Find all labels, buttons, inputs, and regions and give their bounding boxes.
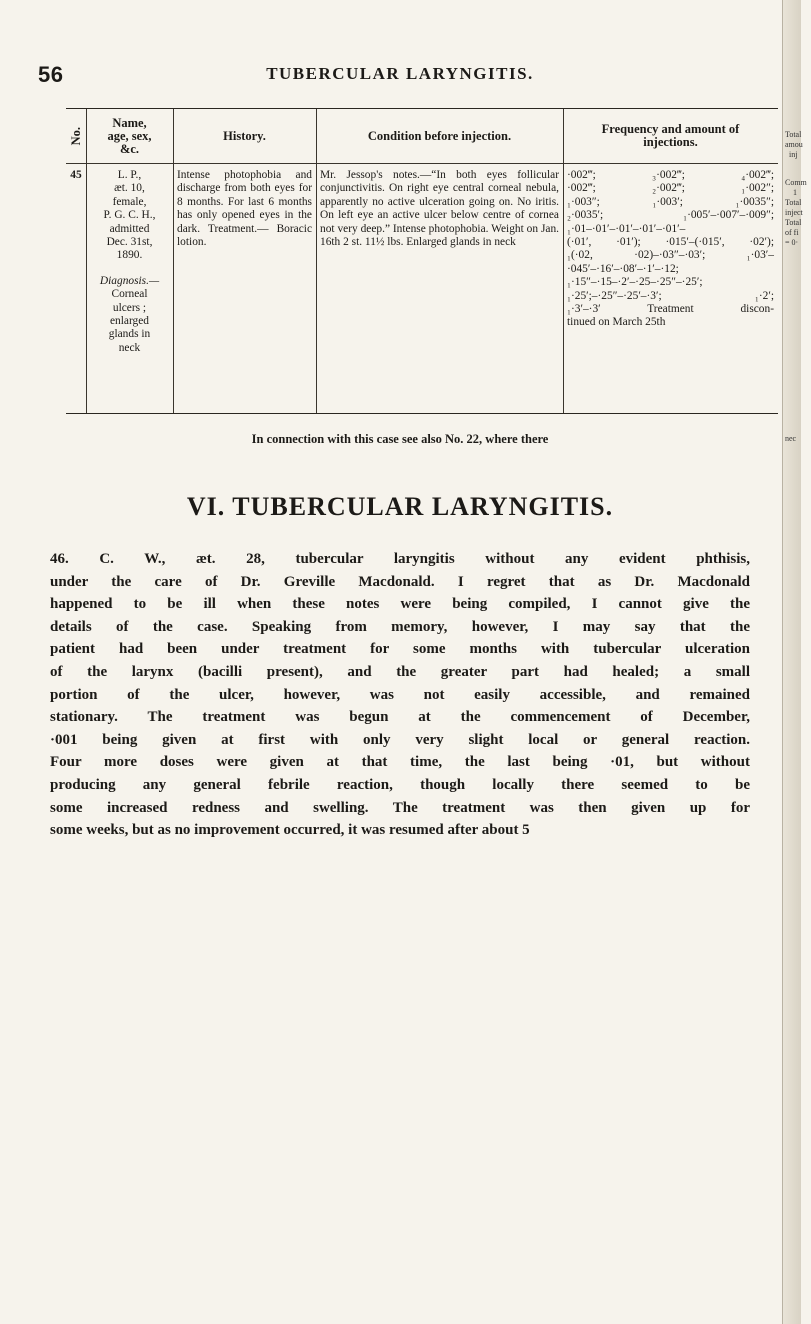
diagnosis-line: neck — [118, 341, 141, 354]
name-line: admitted — [109, 222, 150, 235]
adjacent-page-edge — [782, 0, 807, 1324]
body-line: happened to be ill when these notes were being compiled, I cannot give the — [50, 596, 750, 613]
cell-history: Intense photophobia and discharge from both eyes for 8 months. For last 6 months has only opened eyes in the dark. Treatment.— Boracic lotion. — [177, 169, 312, 249]
edge-fragment: = 0· — [785, 238, 799, 247]
header-name — [86, 109, 173, 163]
frequency-line: ₁·3′–·3′ Treatment discon- — [567, 303, 774, 316]
diagnosis-line: ulcers ; — [112, 301, 147, 314]
header-condition: Condition before injection. — [367, 128, 512, 143]
header-frequency-line: Frequency and amount of — [601, 122, 740, 136]
frequency-line: ₁·25′;–·25″–·25′–·3′; ₁·2′; — [567, 289, 774, 302]
header-name-line: age, sex, — [107, 128, 152, 143]
frequency-line: ₂·0035′; ₁·005′–·007′–·009″; — [567, 209, 774, 222]
name-line: æt. 10, — [114, 182, 145, 195]
body-line: under the care of Dr. Greville Macdonald. I regret that as Dr. Macdonald — [50, 573, 750, 590]
frequency-line: ·002‴; ₂·002‴; ₁·002″; — [567, 182, 774, 195]
header-rule — [66, 163, 778, 164]
body-line: some weeks, but as no improvement occurred, it was resumed after about 5 — [50, 822, 530, 839]
frequency-line: ·045′–·16′–·08′–·1′–·12; — [567, 262, 679, 275]
frequency-line: ₁·15″–·15–·2′–·25–·25″–·25′; — [567, 276, 703, 289]
edge-fragment: inj — [789, 150, 798, 159]
cell-frequency — [567, 169, 774, 330]
edge-fragment: Comm — [785, 178, 807, 187]
body-line: 46. C. W., æt. 28, tubercular laryngitis without any evident phthisis, — [50, 551, 750, 567]
diagnosis-label: Diagnosis.— — [99, 274, 160, 287]
name-line: L. P., — [117, 169, 142, 181]
name-line: P. G. C. H., — [103, 209, 156, 222]
body-line: some increased redness and swelling. The treatment was then given up for — [50, 799, 750, 816]
header-name-line: &c. — [119, 141, 140, 156]
header-frequency — [563, 109, 778, 163]
diagnosis-line: enlarged — [109, 315, 149, 328]
body-line: ·001 being given at first with only very slight local or general reaction. — [50, 731, 750, 748]
cell-condition: Mr. Jessop's notes.—“In both eyes follicular conjunctivitis. On right eye central corneal nebula, apparently no active ulceration going on. No iritis. On left eye an active ulcer below centre of cornea not very deep.” Intense photophobia. Weight on Jan. 16th 2 st. 11½ lbs. Enlarged glands in neck — [320, 169, 559, 249]
edge-fragment: amou — [785, 140, 803, 149]
body-line: details of the case. Speaking from memory, however, I may say that the — [50, 618, 750, 635]
case-table — [66, 108, 778, 414]
body-line: of the larynx (bacilli present), and the greater part had healed; a small — [50, 663, 750, 680]
name-line: Dec. 31st, — [106, 236, 153, 249]
frequency-line: tinued on March 25th — [567, 316, 666, 329]
frequency-line: (·01′, ·01′); ·015′–(·015′, ·02′); — [567, 236, 774, 249]
body-line: portion of the ulcer, however, was not easily accessible, and remained — [50, 686, 750, 703]
cell-no: 45 — [70, 169, 82, 181]
edge-fragment: Total — [785, 218, 802, 227]
body-line: producing any general febrile reaction, though locally there seemed to be — [50, 776, 750, 793]
edge-fragment: nec — [785, 434, 797, 443]
header-history: History. — [223, 128, 266, 143]
header-frequency-line: injections. — [643, 135, 698, 149]
header-no — [66, 109, 86, 163]
body-line: patient had been under treatment for some months with tubercular ulceration — [50, 641, 750, 658]
name-line: 1890. — [116, 249, 143, 262]
body-line: Four more doses were given at that time, the last being ·01, but without — [50, 754, 750, 771]
frequency-line: ·002‴; ₃·002‴; ₄·002‴; — [567, 169, 774, 181]
diagnosis-line: glands in — [108, 328, 151, 341]
edge-fragment: of fi — [785, 228, 799, 237]
body-paragraph — [50, 548, 750, 842]
edge-fragment: inject — [785, 208, 803, 217]
edge-fragment: Total — [785, 198, 802, 207]
page-number: 56 — [38, 62, 64, 87]
header-name-line: Name, — [112, 115, 147, 130]
diagnosis-line: Corneal — [111, 288, 148, 301]
body-line: stationary. The treatment was begun at the commencement of December, — [50, 709, 750, 726]
edge-fragment: 1 — [793, 188, 797, 197]
edge-fragment: Total — [785, 130, 802, 139]
running-head: TUBERCULAR LARYNGITIS. — [266, 64, 534, 83]
frequency-line: ₁·003″; ₁·003′; ₁·0035″; — [567, 195, 774, 208]
header-no-text: No. — [68, 126, 83, 146]
cross-reference-note: In connection with this case see also No. 22, where there — [251, 432, 549, 446]
section-heading: VI. TUBERCULAR LARYNGITIS. — [186, 492, 614, 521]
frequency-line: ₁(·02, ·02)–·03″–·03′; ₁·03′– — [567, 249, 774, 262]
cell-name — [86, 169, 173, 355]
name-line: female, — [112, 195, 147, 208]
frequency-line: ₁·01–·01′–·01′–·01′–·01′– — [567, 222, 686, 235]
